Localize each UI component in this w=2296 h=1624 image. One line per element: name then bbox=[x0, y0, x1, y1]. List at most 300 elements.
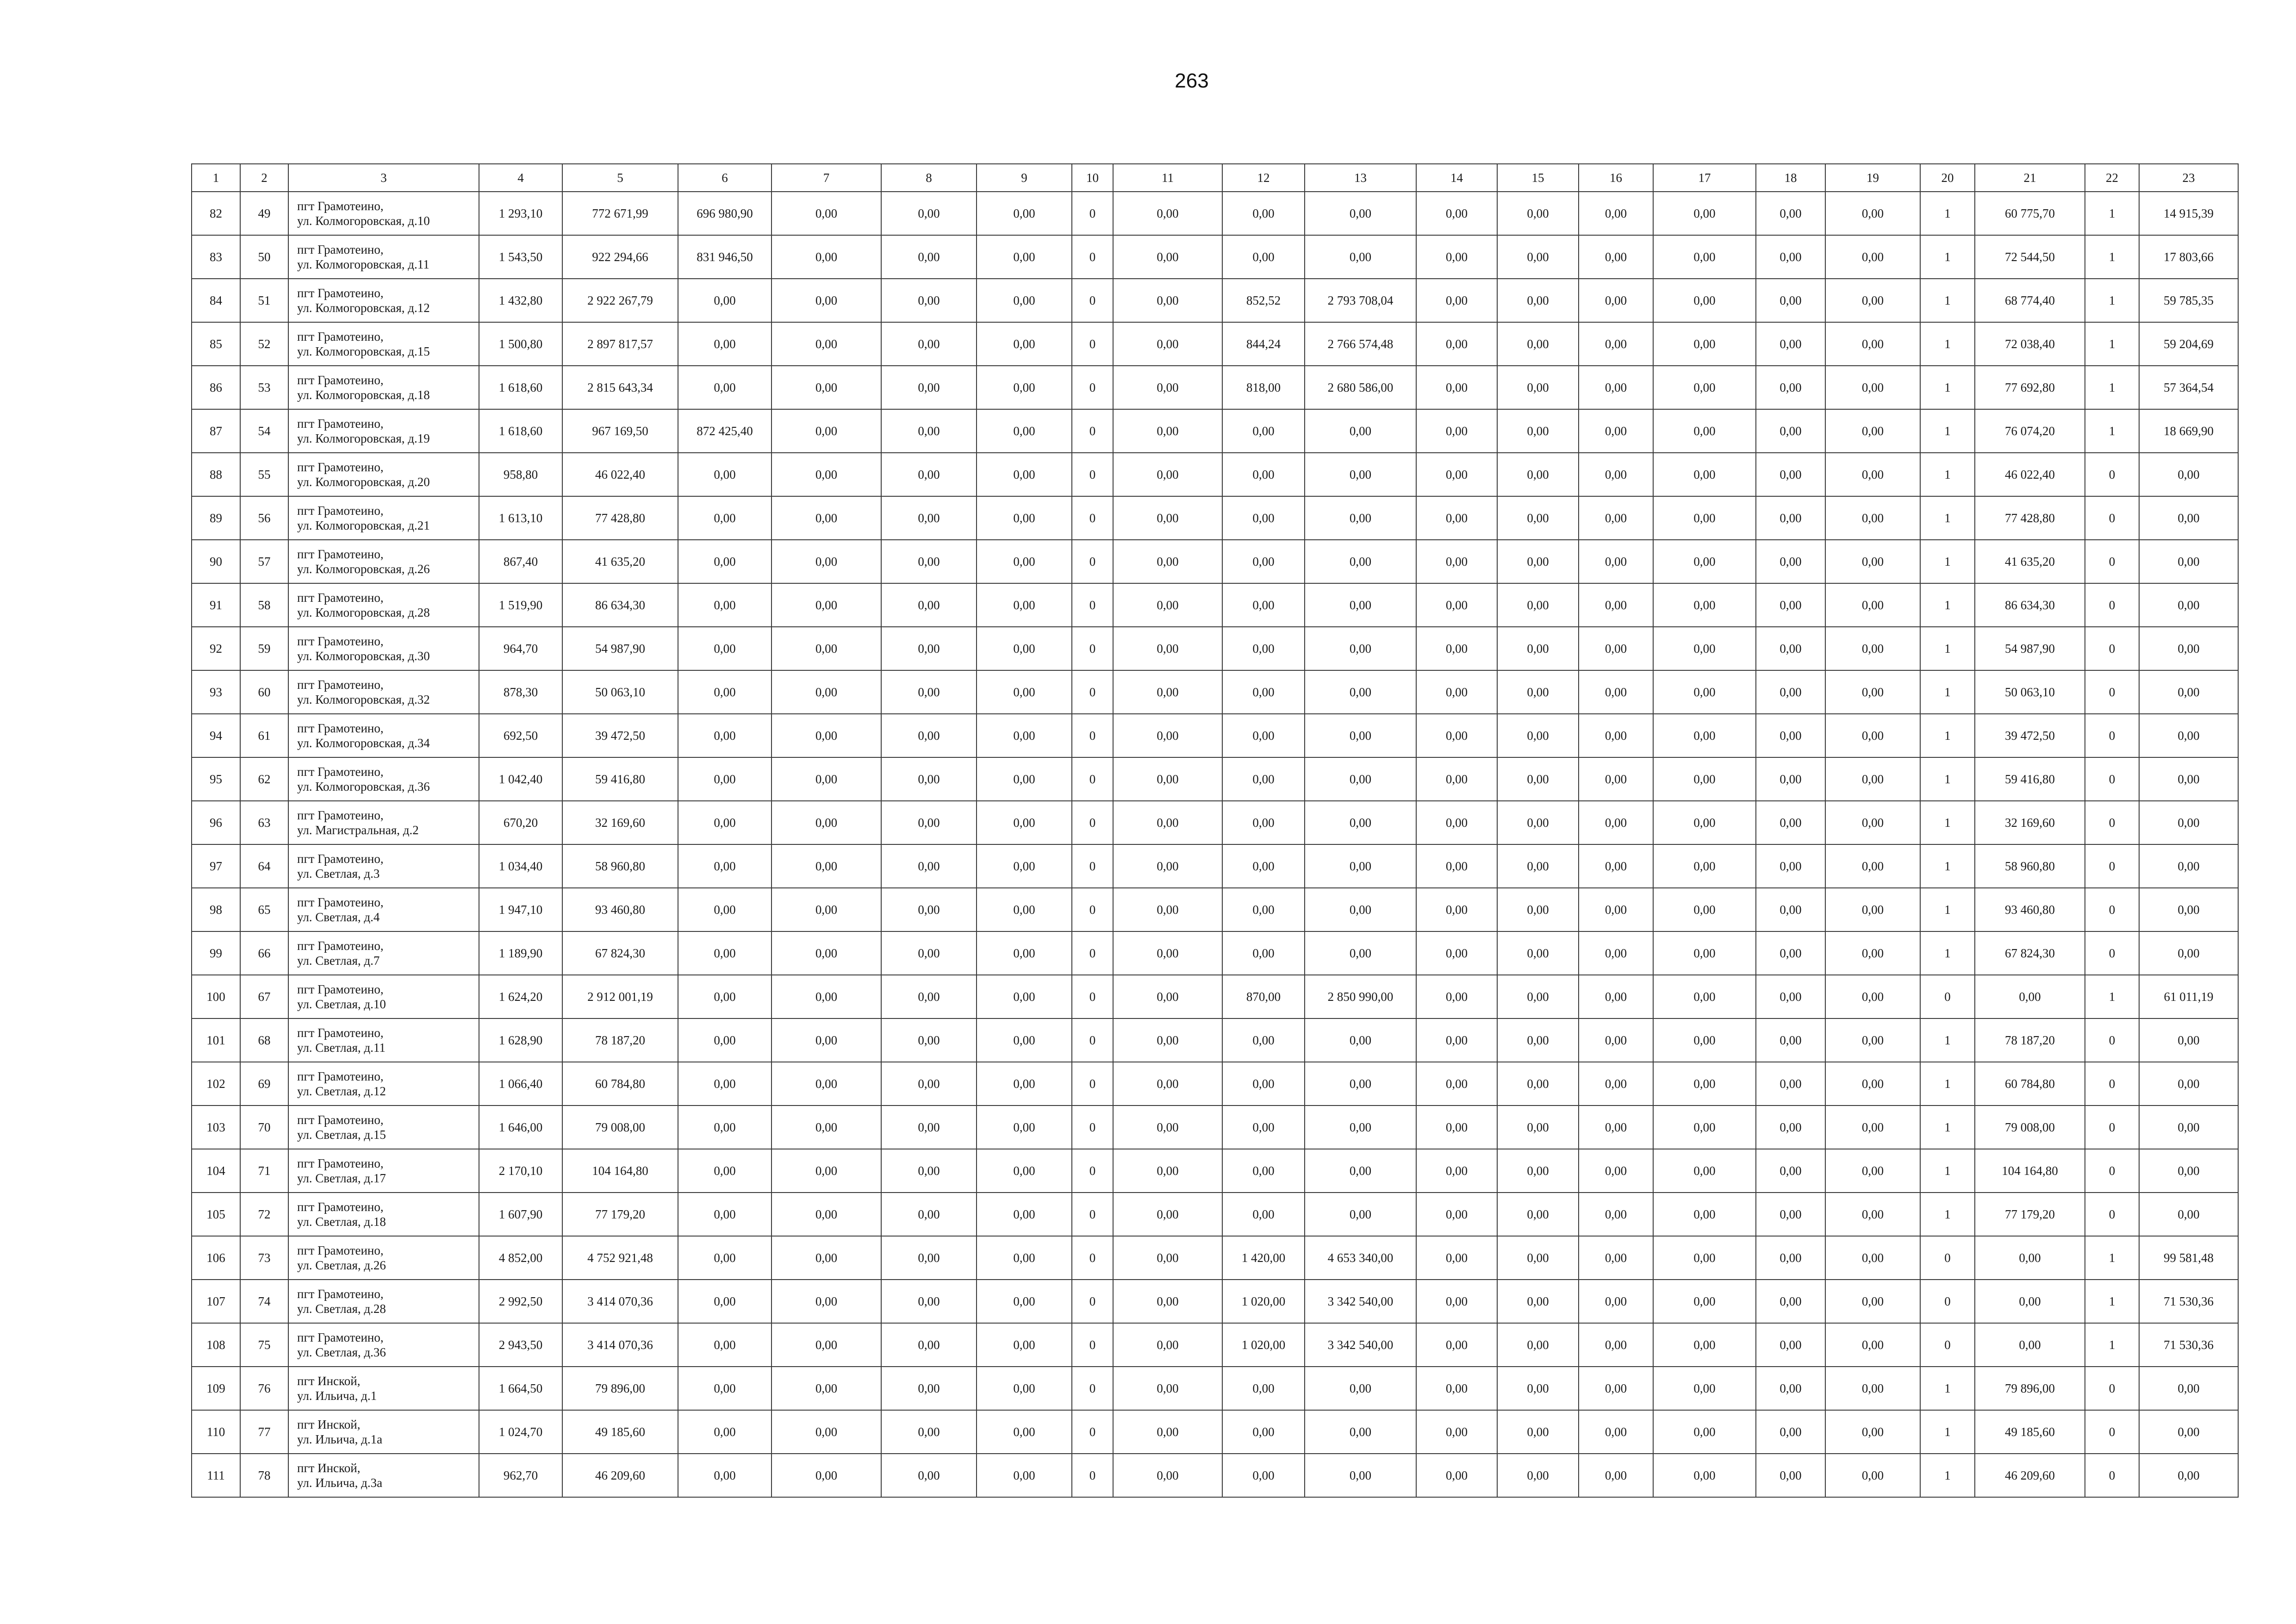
table-cell: 0,00 bbox=[1113, 540, 1222, 583]
table-cell: 0,00 bbox=[678, 1367, 772, 1410]
table-cell: 0,00 bbox=[1825, 1106, 1920, 1149]
table-cell: 68 bbox=[240, 1018, 288, 1062]
table-cell: 0,00 bbox=[1653, 1323, 1756, 1367]
table-cell: 0,00 bbox=[1222, 714, 1305, 757]
column-header: 8 bbox=[881, 164, 977, 192]
table-row bbox=[192, 279, 2238, 322]
address-line: пгт Грамотеино, bbox=[297, 373, 384, 387]
table-cell: 0,00 bbox=[1416, 409, 1497, 453]
address-cell bbox=[288, 1454, 479, 1497]
address-line: пгт Инской, bbox=[297, 1418, 361, 1431]
table-cell: 0,00 bbox=[1416, 322, 1497, 366]
table-cell: 0,00 bbox=[1305, 453, 1416, 496]
column-header: 22 bbox=[2085, 164, 2139, 192]
table-cell: 0,00 bbox=[1756, 627, 1825, 670]
table-cell: 0,00 bbox=[881, 1280, 977, 1323]
table-cell: 0,00 bbox=[1653, 801, 1756, 844]
table-cell: 0,00 bbox=[1825, 583, 1920, 627]
address-line: пгт Грамотеино, bbox=[297, 852, 384, 866]
table-cell: 0 bbox=[1072, 975, 1113, 1018]
table-cell: 0,00 bbox=[1113, 975, 1222, 1018]
table-cell: 0 bbox=[1072, 1454, 1113, 1497]
address-line: ул. Колмогоровская, д.26 bbox=[297, 562, 430, 576]
table-cell: 0,00 bbox=[1756, 757, 1825, 801]
table-cell: 0,00 bbox=[1416, 1454, 1497, 1497]
table-cell: 104 164,80 bbox=[1975, 1149, 2085, 1193]
table-cell: 51 bbox=[240, 279, 288, 322]
table-cell: 0,00 bbox=[1756, 1410, 1825, 1454]
table-cell: 0,00 bbox=[881, 1323, 977, 1367]
table-cell: 95 bbox=[192, 757, 240, 801]
table-cell: 867,40 bbox=[479, 540, 562, 583]
table-cell: 0,00 bbox=[1497, 757, 1579, 801]
table-cell: 0,00 bbox=[977, 1454, 1072, 1497]
address-line: ул. Светлая, д.3 bbox=[297, 867, 380, 881]
table-cell: 0,00 bbox=[1579, 366, 1653, 409]
column-header: 13 bbox=[1305, 164, 1416, 192]
table-cell: 0,00 bbox=[1305, 496, 1416, 540]
table-cell: 0,00 bbox=[1305, 757, 1416, 801]
table-cell: 0,00 bbox=[1113, 366, 1222, 409]
table-cell: 71 bbox=[240, 1149, 288, 1193]
table-row bbox=[192, 1149, 2238, 1193]
table-cell: 0 bbox=[1072, 1280, 1113, 1323]
table-cell: 0,00 bbox=[2139, 453, 2238, 496]
table-cell: 0,00 bbox=[1113, 627, 1222, 670]
table-cell: 84 bbox=[192, 279, 240, 322]
table-row bbox=[192, 844, 2238, 888]
table-cell: 0 bbox=[1072, 235, 1113, 279]
table-cell: 104 164,80 bbox=[562, 1149, 678, 1193]
table-cell: 0,00 bbox=[977, 1323, 1072, 1367]
table-cell: 0,00 bbox=[1305, 670, 1416, 714]
table-cell: 76 074,20 bbox=[1975, 409, 2085, 453]
table-cell: 964,70 bbox=[479, 627, 562, 670]
table-cell: 71 530,36 bbox=[2139, 1323, 2238, 1367]
table-cell: 4 852,00 bbox=[479, 1236, 562, 1280]
table-cell: 0,00 bbox=[1305, 627, 1416, 670]
table-cell: 0,00 bbox=[772, 540, 881, 583]
table-cell: 0 bbox=[2085, 1193, 2139, 1236]
table-cell: 1 bbox=[1920, 931, 1975, 975]
table-cell: 0,00 bbox=[1222, 844, 1305, 888]
table-cell: 46 022,40 bbox=[1975, 453, 2085, 496]
table-cell: 0,00 bbox=[1222, 1193, 1305, 1236]
table-cell: 67 824,30 bbox=[1975, 931, 2085, 975]
table-cell: 0,00 bbox=[1222, 888, 1305, 931]
address-line: пгт Грамотеино, bbox=[297, 1243, 384, 1257]
column-header: 10 bbox=[1072, 164, 1113, 192]
column-header: 23 bbox=[2139, 164, 2238, 192]
table-cell: 2 170,10 bbox=[479, 1149, 562, 1193]
table-cell: 0,00 bbox=[1497, 1236, 1579, 1280]
table-row bbox=[192, 627, 2238, 670]
table-cell: 83 bbox=[192, 235, 240, 279]
table-cell: 0,00 bbox=[772, 192, 881, 235]
table-cell: 0,00 bbox=[977, 453, 1072, 496]
address-line: пгт Грамотеино, bbox=[297, 286, 384, 300]
table-cell: 0,00 bbox=[977, 192, 1072, 235]
address-line: пгт Грамотеино, bbox=[297, 895, 384, 909]
table-row bbox=[192, 1106, 2238, 1149]
table-cell: 1 bbox=[2085, 235, 2139, 279]
table-cell: 2 912 001,19 bbox=[562, 975, 678, 1018]
table-cell: 0,00 bbox=[1825, 714, 1920, 757]
table-cell: 39 472,50 bbox=[562, 714, 678, 757]
address-line: пгт Грамотеино, bbox=[297, 504, 384, 518]
table-cell: 41 635,20 bbox=[1975, 540, 2085, 583]
table-cell: 66 bbox=[240, 931, 288, 975]
table-cell: 0,00 bbox=[1579, 1106, 1653, 1149]
table-cell: 0,00 bbox=[977, 801, 1072, 844]
table-cell: 0,00 bbox=[1756, 714, 1825, 757]
table-cell: 0,00 bbox=[1497, 1280, 1579, 1323]
table-cell: 0,00 bbox=[772, 1280, 881, 1323]
table-cell: 69 bbox=[240, 1062, 288, 1106]
table-cell: 64 bbox=[240, 844, 288, 888]
table-cell: 0,00 bbox=[1653, 322, 1756, 366]
address-cell bbox=[288, 1367, 479, 1410]
table-cell: 0,00 bbox=[1305, 801, 1416, 844]
table-cell: 0,00 bbox=[1497, 583, 1579, 627]
table-cell: 0,00 bbox=[1579, 192, 1653, 235]
table-cell: 0,00 bbox=[1113, 235, 1222, 279]
table-cell: 0,00 bbox=[977, 322, 1072, 366]
column-header: 6 bbox=[678, 164, 772, 192]
table-cell: 0,00 bbox=[1305, 540, 1416, 583]
table-cell: 0,00 bbox=[881, 627, 977, 670]
table-cell: 0,00 bbox=[678, 1106, 772, 1149]
address-line: ул. Ильича, д.3а bbox=[297, 1476, 383, 1490]
table-cell: 0,00 bbox=[1975, 1323, 2085, 1367]
table-cell: 1 bbox=[1920, 583, 1975, 627]
table-cell: 2 680 586,00 bbox=[1305, 366, 1416, 409]
table-cell: 0,00 bbox=[1756, 1106, 1825, 1149]
table-cell: 0,00 bbox=[772, 1367, 881, 1410]
table-cell: 0 bbox=[2085, 1149, 2139, 1193]
table-cell: 0,00 bbox=[977, 975, 1072, 1018]
address-line: ул. Светлая, д.11 bbox=[297, 1041, 386, 1055]
table-cell: 1 bbox=[1920, 409, 1975, 453]
table-cell: 0,00 bbox=[1579, 1367, 1653, 1410]
column-header: 3 bbox=[288, 164, 479, 192]
table-cell: 0,00 bbox=[1579, 1062, 1653, 1106]
table-cell: 0,00 bbox=[1653, 627, 1756, 670]
table-cell: 86 634,30 bbox=[1975, 583, 2085, 627]
table-cell: 0,00 bbox=[772, 931, 881, 975]
table-cell: 1 bbox=[1920, 670, 1975, 714]
table-cell: 78 187,20 bbox=[1975, 1018, 2085, 1062]
table-cell: 0,00 bbox=[1756, 366, 1825, 409]
table-cell: 0 bbox=[1072, 670, 1113, 714]
table-cell: 0,00 bbox=[1756, 1454, 1825, 1497]
table-cell: 1 bbox=[2085, 1280, 2139, 1323]
table-cell: 0,00 bbox=[1756, 1323, 1825, 1367]
table-cell: 93 460,80 bbox=[562, 888, 678, 931]
table-cell: 0,00 bbox=[881, 1236, 977, 1280]
table-cell: 0,00 bbox=[1222, 1106, 1305, 1149]
table-cell: 0,00 bbox=[772, 1106, 881, 1149]
table-cell: 0,00 bbox=[881, 757, 977, 801]
table-cell: 0,00 bbox=[881, 1367, 977, 1410]
table-row bbox=[192, 540, 2238, 583]
table-cell: 0,00 bbox=[1756, 409, 1825, 453]
table-cell: 0,00 bbox=[977, 1106, 1072, 1149]
address-line: ул. Колмогоровская, д.36 bbox=[297, 780, 430, 793]
table-cell: 0,00 bbox=[2139, 1367, 2238, 1410]
table-cell: 0,00 bbox=[1416, 931, 1497, 975]
address-line: пгт Грамотеино, bbox=[297, 939, 384, 953]
table-row bbox=[192, 322, 2238, 366]
table-cell: 0,00 bbox=[772, 1410, 881, 1454]
table-cell: 70 bbox=[240, 1106, 288, 1149]
table-cell: 0,00 bbox=[772, 279, 881, 322]
address-cell bbox=[288, 1062, 479, 1106]
table-cell: 59 785,35 bbox=[2139, 279, 2238, 322]
address-line: ул. Колмогоровская, д.20 bbox=[297, 475, 430, 489]
table-cell: 0,00 bbox=[1756, 192, 1825, 235]
table-cell: 0,00 bbox=[678, 583, 772, 627]
table-cell: 59 416,80 bbox=[1975, 757, 2085, 801]
table-cell: 1 bbox=[2085, 322, 2139, 366]
table-cell: 0,00 bbox=[1653, 670, 1756, 714]
address-cell bbox=[288, 496, 479, 540]
table-cell: 0,00 bbox=[1113, 1149, 1222, 1193]
table-cell: 0,00 bbox=[1825, 1018, 1920, 1062]
table-cell: 0,00 bbox=[1416, 1193, 1497, 1236]
table-cell: 88 bbox=[192, 453, 240, 496]
table-cell: 0,00 bbox=[1305, 1410, 1416, 1454]
address-cell bbox=[288, 670, 479, 714]
address-line: пгт Грамотеино, bbox=[297, 1113, 384, 1127]
table-cell: 0 bbox=[1072, 888, 1113, 931]
table-cell: 100 bbox=[192, 975, 240, 1018]
table-cell: 0,00 bbox=[678, 670, 772, 714]
table-cell: 0,00 bbox=[1653, 714, 1756, 757]
table-cell: 0,00 bbox=[1416, 235, 1497, 279]
table-row bbox=[192, 670, 2238, 714]
table-cell: 0,00 bbox=[678, 322, 772, 366]
table-cell: 0,00 bbox=[881, 235, 977, 279]
table-cell: 0,00 bbox=[678, 714, 772, 757]
table-cell: 96 bbox=[192, 801, 240, 844]
table-cell: 1 646,00 bbox=[479, 1106, 562, 1149]
address-line: ул. Светлая, д.10 bbox=[297, 997, 386, 1011]
table-cell: 0,00 bbox=[1756, 1367, 1825, 1410]
table-cell: 60 775,70 bbox=[1975, 192, 2085, 235]
table-cell: 0,00 bbox=[977, 1062, 1072, 1106]
table-cell: 0,00 bbox=[1416, 1280, 1497, 1323]
table-cell: 0,00 bbox=[1113, 1410, 1222, 1454]
table-cell: 0,00 bbox=[1579, 1454, 1653, 1497]
table-cell: 0,00 bbox=[1222, 1454, 1305, 1497]
table-cell: 0,00 bbox=[1497, 931, 1579, 975]
table-cell: 0,00 bbox=[1825, 496, 1920, 540]
table-cell: 1 293,10 bbox=[479, 192, 562, 235]
address-cell bbox=[288, 931, 479, 975]
address-cell bbox=[288, 279, 479, 322]
table-cell: 60 bbox=[240, 670, 288, 714]
table-cell: 0 bbox=[2085, 844, 2139, 888]
table-cell: 0,00 bbox=[1653, 279, 1756, 322]
table-cell: 0 bbox=[2085, 540, 2139, 583]
table-cell: 0,00 bbox=[2139, 1106, 2238, 1149]
table-cell: 0,00 bbox=[678, 366, 772, 409]
table-cell: 67 824,30 bbox=[562, 931, 678, 975]
table-cell: 0,00 bbox=[1579, 801, 1653, 844]
table-cell: 0,00 bbox=[1416, 453, 1497, 496]
table-cell: 0,00 bbox=[772, 235, 881, 279]
address-cell bbox=[288, 1106, 479, 1149]
table-cell: 0,00 bbox=[678, 1018, 772, 1062]
table-cell: 60 784,80 bbox=[562, 1062, 678, 1106]
table-cell: 0 bbox=[2085, 583, 2139, 627]
table-cell: 0 bbox=[2085, 714, 2139, 757]
address-line: ул. Светлая, д.4 bbox=[297, 910, 380, 924]
address-line: ул. Колмогоровская, д.12 bbox=[297, 301, 430, 315]
table-cell: 0,00 bbox=[1416, 1367, 1497, 1410]
table-cell: 0,00 bbox=[1653, 1149, 1756, 1193]
table-cell: 0,00 bbox=[1416, 975, 1497, 1018]
address-line: ул. Колмогоровская, д.34 bbox=[297, 736, 430, 750]
table-cell: 0,00 bbox=[1416, 888, 1497, 931]
table-cell: 68 774,40 bbox=[1975, 279, 2085, 322]
table-cell: 870,00 bbox=[1222, 975, 1305, 1018]
table-row bbox=[192, 192, 2238, 235]
table-cell: 0,00 bbox=[977, 1410, 1072, 1454]
address-cell bbox=[288, 1018, 479, 1062]
table-cell: 0,00 bbox=[772, 627, 881, 670]
table-cell: 0 bbox=[1920, 975, 1975, 1018]
address-line: пгт Грамотеино, bbox=[297, 1069, 384, 1083]
table-cell: 87 bbox=[192, 409, 240, 453]
table-cell: 0,00 bbox=[1756, 844, 1825, 888]
table-cell: 57 bbox=[240, 540, 288, 583]
table-cell: 1 bbox=[1920, 1062, 1975, 1106]
table-cell: 1 bbox=[1920, 757, 1975, 801]
table-cell: 0,00 bbox=[1113, 409, 1222, 453]
table-cell: 0,00 bbox=[1113, 888, 1222, 931]
table-cell: 1 bbox=[1920, 844, 1975, 888]
table-cell: 99 bbox=[192, 931, 240, 975]
table-cell: 0,00 bbox=[1222, 409, 1305, 453]
table-row bbox=[192, 1018, 2238, 1062]
table-cell: 0,00 bbox=[977, 1018, 1072, 1062]
table-cell: 1 042,40 bbox=[479, 757, 562, 801]
table-cell: 0,00 bbox=[1222, 235, 1305, 279]
table-cell: 0,00 bbox=[881, 453, 977, 496]
table-cell: 32 169,60 bbox=[562, 801, 678, 844]
table-cell: 0,00 bbox=[2139, 670, 2238, 714]
table-cell: 0,00 bbox=[1756, 496, 1825, 540]
table-cell: 97 bbox=[192, 844, 240, 888]
table-cell: 2 793 708,04 bbox=[1305, 279, 1416, 322]
table-row bbox=[192, 1323, 2238, 1367]
table-cell: 0,00 bbox=[772, 757, 881, 801]
table-cell: 0,00 bbox=[1579, 322, 1653, 366]
table-cell: 1 bbox=[1920, 1454, 1975, 1497]
table-cell: 71 530,36 bbox=[2139, 1280, 2238, 1323]
table-cell: 0,00 bbox=[1497, 540, 1579, 583]
table-cell: 0,00 bbox=[1305, 1149, 1416, 1193]
table-cell: 0,00 bbox=[1653, 1454, 1756, 1497]
table-cell: 0,00 bbox=[1825, 975, 1920, 1018]
table-cell: 99 581,48 bbox=[2139, 1236, 2238, 1280]
table-cell: 1 bbox=[1920, 279, 1975, 322]
table-cell: 0,00 bbox=[678, 844, 772, 888]
table-cell: 772 671,99 bbox=[562, 192, 678, 235]
address-line: ул. Светлая, д.36 bbox=[297, 1345, 386, 1359]
table-cell: 0,00 bbox=[1756, 1280, 1825, 1323]
table-body bbox=[192, 192, 2238, 1497]
address-line: пгт Грамотеино, bbox=[297, 1026, 384, 1040]
table-cell: 852,52 bbox=[1222, 279, 1305, 322]
table-cell: 0,00 bbox=[977, 409, 1072, 453]
column-header: 12 bbox=[1222, 164, 1305, 192]
table-cell: 0,00 bbox=[1653, 366, 1756, 409]
table-cell: 696 980,90 bbox=[678, 192, 772, 235]
table-cell: 0,00 bbox=[1497, 235, 1579, 279]
table-cell: 56 bbox=[240, 496, 288, 540]
table-cell: 0,00 bbox=[1579, 888, 1653, 931]
table-cell: 0,00 bbox=[1497, 844, 1579, 888]
table-cell: 0,00 bbox=[1825, 453, 1920, 496]
table-cell: 0 bbox=[2085, 931, 2139, 975]
table-cell: 1 947,10 bbox=[479, 888, 562, 931]
column-header: 11 bbox=[1113, 164, 1222, 192]
address-line: пгт Грамотеино, bbox=[297, 591, 384, 605]
table-cell: 0 bbox=[2085, 801, 2139, 844]
table-cell: 0,00 bbox=[1416, 757, 1497, 801]
address-line: пгт Грамотеино, bbox=[297, 460, 384, 474]
column-header: 17 bbox=[1653, 164, 1756, 192]
table-cell: 111 bbox=[192, 1454, 240, 1497]
address-line: ул. Ильича, д.1а bbox=[297, 1432, 383, 1446]
table-cell: 0,00 bbox=[678, 1149, 772, 1193]
table-cell: 0,00 bbox=[881, 583, 977, 627]
table-cell: 72 038,40 bbox=[1975, 322, 2085, 366]
column-header: 20 bbox=[1920, 164, 1975, 192]
table-cell: 67 bbox=[240, 975, 288, 1018]
address-line: пгт Грамотеино, bbox=[297, 243, 384, 256]
table-cell: 1 bbox=[2085, 409, 2139, 453]
table-cell: 0,00 bbox=[1222, 540, 1305, 583]
table-cell: 59 bbox=[240, 627, 288, 670]
address-line: ул. Светлая, д.12 bbox=[297, 1084, 386, 1098]
table-cell: 0 bbox=[1072, 322, 1113, 366]
table-cell: 49 bbox=[240, 192, 288, 235]
address-cell bbox=[288, 1280, 479, 1323]
table-cell: 0,00 bbox=[977, 670, 1072, 714]
table-cell: 1 bbox=[1920, 1018, 1975, 1062]
address-line: ул. Светлая, д.28 bbox=[297, 1302, 386, 1316]
table-cell: 0,00 bbox=[772, 801, 881, 844]
table-cell: 0,00 bbox=[678, 1410, 772, 1454]
table-cell: 0,00 bbox=[772, 844, 881, 888]
table-cell: 0,00 bbox=[1653, 583, 1756, 627]
table-cell: 0,00 bbox=[1579, 1149, 1653, 1193]
table-cell: 0,00 bbox=[1653, 192, 1756, 235]
table-cell: 0,00 bbox=[977, 279, 1072, 322]
table-cell: 0,00 bbox=[1497, 453, 1579, 496]
table-cell: 0,00 bbox=[1497, 322, 1579, 366]
table-cell: 0,00 bbox=[1222, 453, 1305, 496]
table-cell: 74 bbox=[240, 1280, 288, 1323]
table-cell: 0,00 bbox=[1416, 540, 1497, 583]
column-header: 14 bbox=[1416, 164, 1497, 192]
table-cell: 831 946,50 bbox=[678, 235, 772, 279]
table-cell: 0,00 bbox=[977, 1236, 1072, 1280]
